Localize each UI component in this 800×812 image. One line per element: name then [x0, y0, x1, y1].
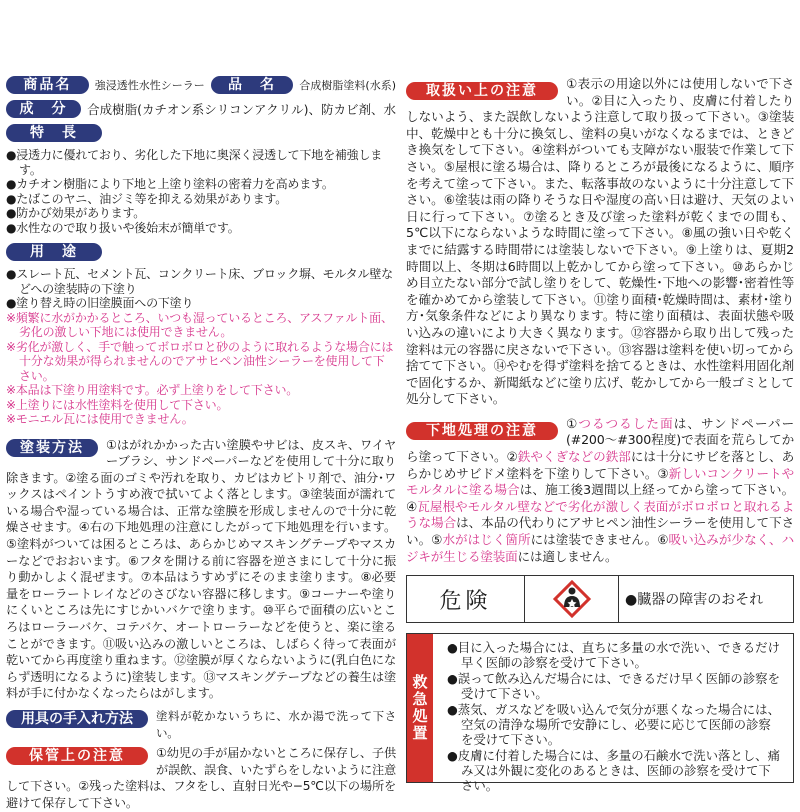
caution-item: ※頻繁に水がかかるところ、いつも湿っているところ、アスファルト面、劣化の激しい下地には使用できません。: [6, 310, 393, 339]
first-aid-item: ●目に入った場合には、直ちに多量の水で洗い、できるだけ早く医師の診察を受けて下さい。: [447, 640, 780, 671]
hazard-statement: ●臓器の障害のおそれ: [625, 592, 764, 609]
feature-item: ●たばこのヤニ、油ジミ等を抑える効果があります。: [6, 191, 288, 206]
feature-item: ●防かび効果があります。: [6, 206, 146, 220]
prep-section: [406, 416, 794, 565]
prep-segment: は、本品の代わりにアサヒペン油性シーラーを使用して下さい。⑤: [406, 515, 794, 548]
caution-item: ※本品は下塗り用塗料です。必ず上塗りをして下さい。: [6, 383, 299, 397]
left-column: [6, 76, 396, 812]
first-aid-item: ●皮膚に付着した場合には、多量の石鹸水で洗い落とし、痛み又は外観に変化のあるときは、医師の診察を受けて下さい。: [447, 748, 780, 794]
first-aid-item: ●誤って飲み込んだ場合には、できるだけ早く医師の診察を受けて下さい。: [447, 671, 780, 702]
feature-item: ●カチオン樹脂により下地と上塗り塗料の密着力を高めます。: [6, 177, 334, 191]
prep-highlight: つるつるした面: [578, 415, 674, 431]
prep-segment: は、施工後3週間以上経ってから塗って下さい。④: [406, 482, 794, 514]
tool-care-text: 塗料が乾かないうちに、水か湯で洗って下さい。: [156, 709, 396, 740]
handling-text: ①表示の用途以外には使用しないで下さい。②目に入ったり、皮膚に付着したりしないよう、また誤飲しないよう注意して取り扱って下さい。③塗装中、乾燥中とも十分に換気し、塗料の臭いがなくなるまでは、ときどき換気をして下さい。④塗料がついても支障がない服装で作業して下さい。⑤屋根に塗る場合は、降りるところが最後になるように、順序を考えて塗って下さい。また、転落事故のないように十分注意して下さい。⑥塗装は雨の降りそうな日や湿度の高い日は避け、天気のよい日に行って下さい。⑦塗るとき及び塗った塗料が乾くまでの間も、5℃以下にならないような時間に塗って下さい。⑧風の強い日や乾くまでに結露する時間帯には塗装しないで下さい。⑨上塗りは、夏期2時間以上、冬期は6時間以上乾かしてから塗って下さい。⑩あらかじめ目立たない部分で試し塗りをして、乾燥性･下地への影響･密着性等を確かめてから塗装して下さい。⑪塗り面積･乾燥時間は、素材･塗り方･気象条件などにより異なります。特に塗り面積は、表面状態や吸い込みの違いにより大きく異なります。⑫容器から取り出して残った塗料は元の容器に戻さないで下さい。⑬容器は塗料を使い切ってから捨てて下さい。⑭やむを得ず塗料を捨てるときは、水性塗料用固化剤で固化するか、新聞紙などに塗り広げ、乾かしてから一般ゴミとして処分して下さい。: [406, 76, 794, 407]
method-section: [6, 437, 396, 703]
prep-highlight: 吸い込みが少なく、ハジキが生じる塗装面: [406, 532, 794, 564]
signal-word: 危険: [407, 576, 525, 622]
feature-item: ●水性なので取り扱いや後始末が簡単です。: [6, 220, 240, 235]
caution-item: ※上塗りには水性塗料を使用して下さい。: [6, 397, 229, 412]
cautions-list: [6, 311, 396, 427]
tool-care-label: 用具の手入れ方法: [6, 710, 148, 728]
ingredients-label: 成 分: [6, 100, 81, 118]
prep-segment: には十分にサビを落とし、あらかじめサビドメ塗料を下塗りして下さい。③: [406, 449, 794, 481]
features-label: 特 長: [6, 124, 102, 142]
method-text: ①はがれかかった古い塗膜やサビは、皮スキ、ワイヤーブラシ、サンドペーパーなどを使用して十分に取り除きます。②塗る面のゴミや汚れを取り、カビはカビトリ剤で、油分･ワックスはペイントうすめ液で拭いてよく落とします。③塗装面が濡れている場合や湿っている場合は、正常な塗膜を形成しませんので十分に乾燥させます。④右の下地処理の注意にしたがって下地処理を行います。⑤塗料がついては困るところは、あらかじめマスキングテープやマスカーなどでおおいます。⑥フタを開ける前に容器を逆さまにして十分に振り動かしよく混ぜます。⑦本品はうすめずにそのまま塗ります。⑧必要量をローラートレイなどのさびない容器に移します。⑨コーナーや塗りにくいところは先にすじかいバケで塗ります。⑩平らで面積の広いところはローラーバケ、コテバケ、オートローラーなどを使うと、楽に塗ることができます。⑪吸い込みの激しいところは、しばらく待って表面が乾いてから再度塗り重ねます。⑫塗膜が厚くならないように(乳白色にならず透明になるように)塗装します。⑬マスキングテープなどの養生は塗料が手に付かなくなったらはがします。: [6, 437, 396, 701]
first-aid-box: [406, 633, 794, 794]
first-aid-item: ●蒸気、ガスなどを吸い込んで気分が悪くなった場合には、空気の清浄な場所で安静にし、必要に応じて医師の診察を受けて下さい。: [447, 702, 780, 748]
hazard-box: [406, 575, 794, 623]
prep-segment: には塗装できません。⑥: [530, 532, 669, 548]
prep-label: 下地処理の注意: [406, 422, 558, 440]
ingredients-row: [6, 100, 396, 118]
right-column: [406, 76, 794, 794]
prep-highlight: 新しいコンクリートやモルタルに塗る場合: [406, 465, 794, 498]
product-name-row: [6, 76, 396, 94]
prep-highlight: 瓦屋根やモルタル壁などで劣化が激しく表面がボロボロと取れるような場合: [406, 498, 794, 531]
first-aid-label: 救急処置: [407, 634, 433, 782]
product-name-label: 商品名: [6, 76, 89, 94]
type-label: 品 名: [211, 76, 294, 94]
prep-segment: には適しません。: [517, 548, 618, 564]
storage-section: [6, 745, 396, 811]
caution-item: ※劣化が激しく、手で触ってボロボロと砂のように取れるような場合には十分な効果が得られませんのでアサヒペン油性シーラーを使用して下さい。: [6, 339, 394, 383]
prep-segment: ①: [566, 415, 579, 431]
health-hazard-icon: [552, 579, 592, 619]
uses-label: 用 途: [6, 243, 102, 261]
handling-section: [406, 76, 794, 408]
prep-segment: は、サンドペーパー(#200〜#300程度)で表面を荒らしてから塗って下さい。②: [406, 415, 794, 465]
uses-list: [6, 267, 396, 311]
prep-highlight: 鉄やくぎなどの鉄部: [517, 449, 631, 465]
use-item: ●スレート瓦、セメント瓦、コンクリート床、ブロック塀、モルタル壁などへの塗装時の下塗り: [6, 267, 393, 296]
features-list: [6, 148, 396, 235]
method-label: 塗装方法: [6, 439, 98, 457]
uses-heading: [6, 243, 396, 261]
tool-care-section: [6, 708, 396, 741]
product-name: 強浸透性水性シーラー: [94, 79, 205, 92]
features-heading: [6, 124, 396, 142]
feature-item: ●浸透力に優れており、劣化した下地に奥深く浸透して下地を補強します。: [6, 148, 383, 177]
handling-label: 取扱い上の注意: [406, 82, 558, 100]
product-type: 合成樹脂塗料(水系): [299, 79, 396, 92]
storage-text: ①幼児の手が届かないところに保存し、子供が誤飲、誤食、いたずらをしないように注意して下さい。②残った塗料は、フタをし、直射日光や−5℃以下の場所を避けて保存して下さい。: [6, 746, 396, 810]
prep-highlight: 水がはじく箇所: [442, 532, 531, 548]
caution-item: ※モニエル瓦には使用できません。: [6, 412, 194, 426]
storage-label: 保管上の注意: [6, 747, 148, 765]
use-item: ●塗り替え時の旧塗膜面への下塗り: [6, 296, 194, 310]
health-hazard-pictogram: [525, 576, 619, 622]
ingredients: 合成樹脂(カチオン系シリコンアクリル)、防カビ剤、水: [87, 102, 396, 117]
first-aid-list: [433, 634, 793, 794]
